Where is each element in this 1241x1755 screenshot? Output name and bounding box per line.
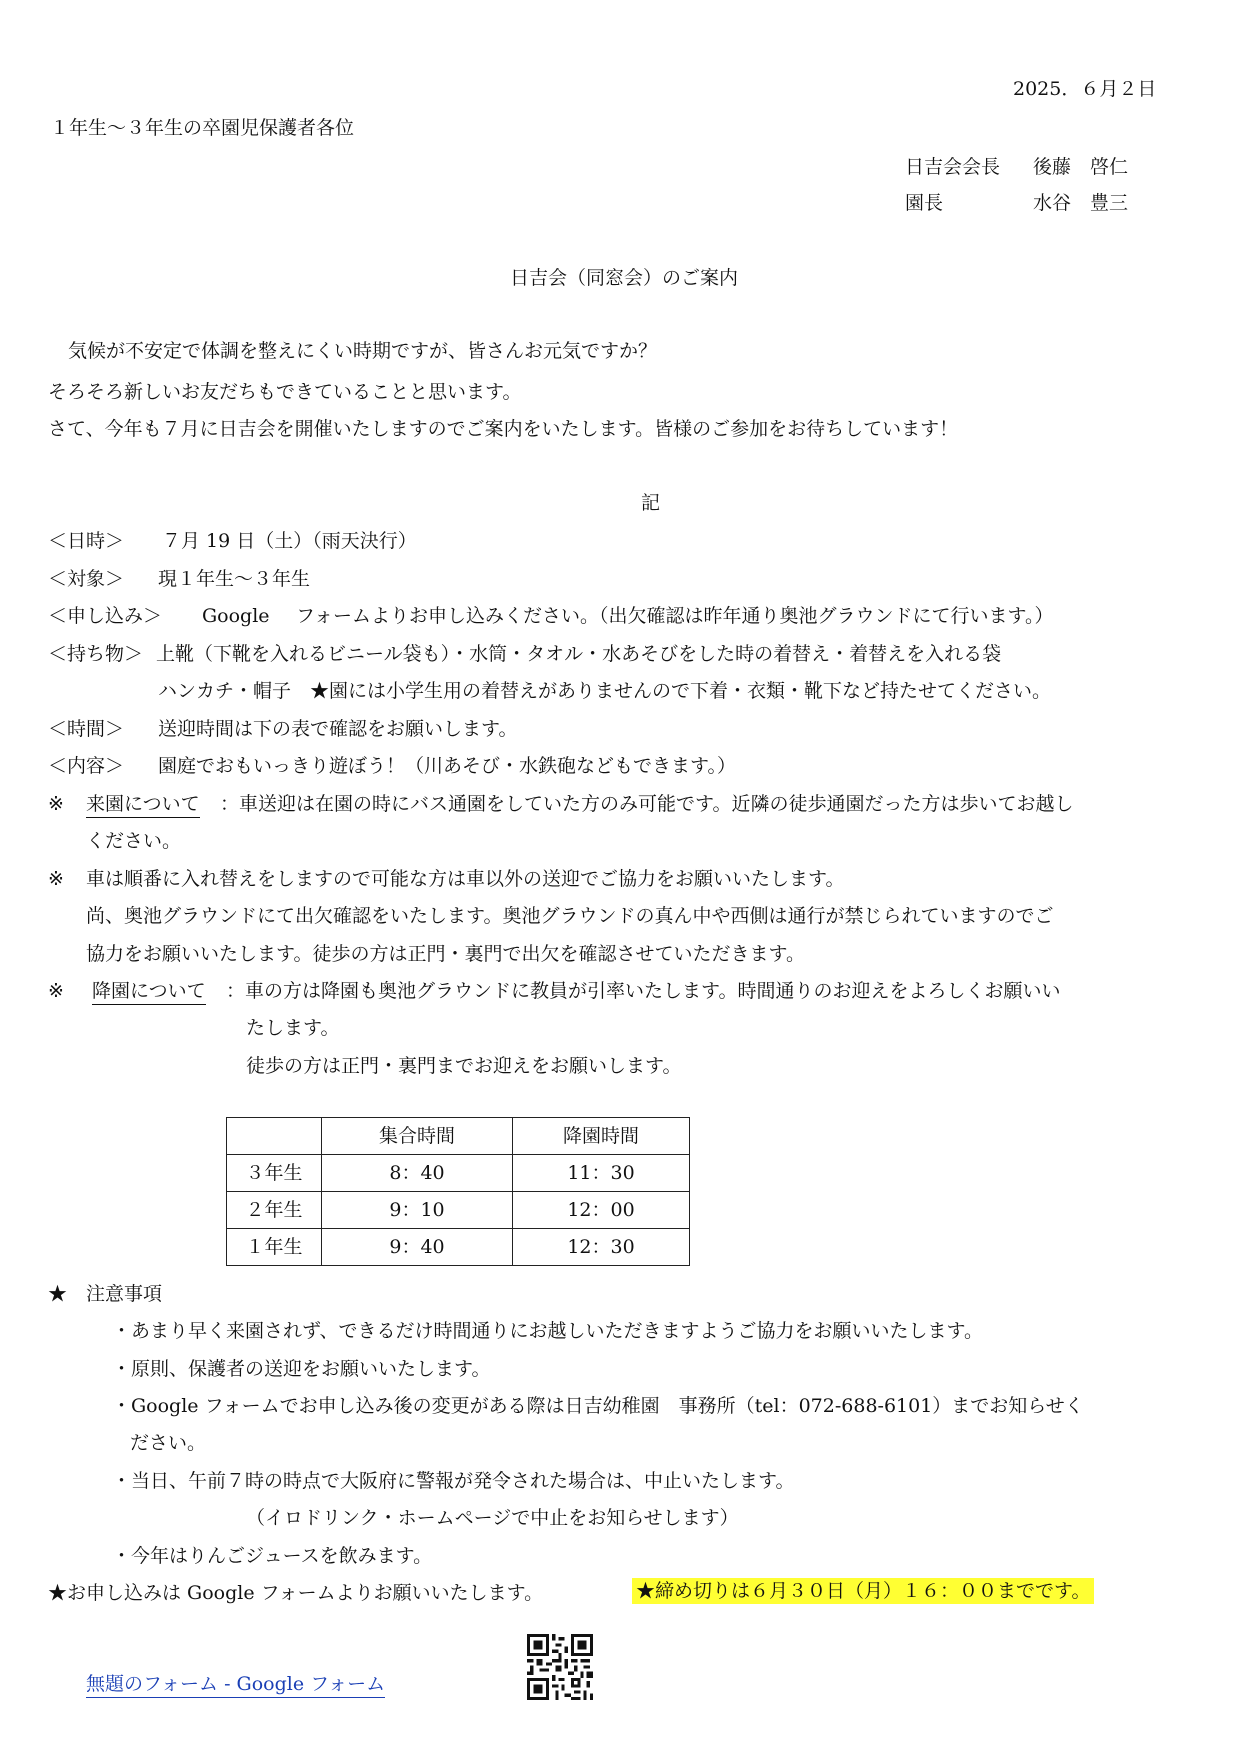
table-cell-leave: 12：30 [513, 1229, 690, 1266]
caution-item-4a: ・当日、午前７時の時点で大阪府に警報が発令された場合は、中止いたします。 [112, 1470, 795, 1492]
table-header-empty [227, 1118, 322, 1155]
table-row [227, 1192, 690, 1229]
arrival-line-2: ください。 [86, 830, 182, 852]
intro-line-3: さて、今年も７月に日吉会を開催いたしますのでご案内をいたします。皆様のご参加をお待ちしています！ [48, 418, 959, 440]
arrival-line-1: ：車送迎は在園の時にバス通園をしていた方のみ可能です。近隣の徒歩通園だった方は歩いてお越し [220, 793, 1074, 815]
departure-line-3: 徒歩の方は正門・裏門までお迎えをお願いします。 [246, 1055, 682, 1077]
note-mark-departure: ※ [48, 980, 64, 1002]
datetime-label: ＜日時＞ [48, 530, 125, 552]
caution-item-3a: ・Google フォームでお申し込み後の変更がある際は日吉幼稚園 事務所（tel：072-688-6101）までお知らせく [112, 1395, 1084, 1417]
table-cell-grade: １年生 [227, 1229, 322, 1266]
ki-heading: 記 [641, 492, 661, 514]
table-cell-gather: 9：10 [322, 1192, 513, 1229]
content-value: 園庭でおもいっきり遊ぼう！（川あそび・水鉄砲などもできます。） [158, 755, 736, 777]
apply-google: Google [202, 605, 270, 627]
sender-role-1: 日吉会会長 [905, 156, 1001, 178]
target-value: 現１年生～３年生 [158, 568, 311, 590]
table-cell-grade: ３年生 [227, 1155, 322, 1192]
table-cell-leave: 12：00 [513, 1192, 690, 1229]
apply-value: フォームよりお申し込みください。（出欠確認は昨年通り奥池グラウンドにて行います。） [296, 605, 1054, 627]
caution-item-4b: （イロドリンク・ホームページで中止をお知らせします） [246, 1507, 739, 1529]
departure-line-1: ：車の方は降園も奥池グラウンドに教員が引率いたします。時間通りのお迎えをよろしくお願いい [226, 980, 1061, 1002]
caution-heading: ★ 注意事項 [48, 1283, 163, 1305]
sender-name-1: 後藤 啓仁 [1033, 156, 1129, 178]
sender-name-2: 水谷 豊三 [1033, 192, 1129, 214]
table-cell-grade: ２年生 [227, 1192, 322, 1229]
note-mark-arrival: ※ [48, 793, 64, 815]
time-value: 送迎時間は下の表で確認をお願いします。 [158, 718, 518, 740]
time-label: ＜時間＞ [48, 718, 125, 740]
car-line-1: 車は順番に入れ替えをしますので可能な方は車以外の送迎でご協力をお願いいたします。 [86, 868, 845, 890]
items-line-2: ハンカチ・帽子 ★園には小学生用の着替えがありませんので下着・衣類・靴下など持たせてください。 [158, 680, 1052, 702]
car-line-2: 尚、奥池グラウンドにて出欠確認をいたします。奥池グラウンドの真ん中や西側は通行が禁じられていますのでご [86, 905, 1054, 927]
note-mark-car: ※ [48, 868, 64, 890]
car-line-3: 協力をお願いいたします。徒歩の方は正門・裏門で出欠を確認させていただきます。 [86, 943, 805, 965]
table-header-leave: 降園時間 [513, 1118, 690, 1155]
content-label: ＜内容＞ [48, 755, 125, 777]
table-row [227, 1155, 690, 1192]
qr-code-icon [527, 1634, 593, 1700]
google-form-link[interactable]: 無題のフォーム - Google フォーム [86, 1673, 385, 1698]
intro-line-1: 気候が不安定で体調を整えにくい時期ですが、皆さんお元気ですか？ [68, 340, 658, 362]
caution-item-3b: ださい。 [130, 1432, 207, 1454]
page-title: 日吉会（同窓会）のご案内 [510, 267, 739, 289]
caution-item-1: ・あまり早く来園されず、できるだけ時間通りにお越しいただきますようご協力をお願いいたします。 [112, 1320, 983, 1342]
table-row [227, 1118, 690, 1155]
caution-item-5: ・今年はりんごジュースを飲みます。 [112, 1545, 433, 1567]
apply-label: ＜申し込み＞ [48, 605, 163, 627]
recipient: １年生～３年生の卒園児保護者各位 [50, 117, 355, 139]
table-row [227, 1229, 690, 1266]
table-cell-gather: 8：40 [322, 1155, 513, 1192]
date: 2025．６月２日 [1013, 78, 1157, 100]
intro-line-2: そろそろ新しいお友だちもできていることと思います。 [48, 381, 522, 403]
table-header-gather: 集合時間 [322, 1118, 513, 1155]
departure-line-2: たします。 [246, 1017, 340, 1039]
items-line-1: 上靴（下靴を入れるビニール袋も）・水筒・タオル・水あそびをした時の着替え・着替えを入れる袋 [156, 643, 1002, 665]
table-cell-gather: 9：40 [322, 1229, 513, 1266]
target-label: ＜対象＞ [48, 568, 125, 590]
caution-item-2: ・原則、保護者の送迎をお願いいたします。 [112, 1358, 491, 1380]
datetime-value: ７月 19 日（土）（雨天決行） [162, 530, 417, 552]
departure-heading: 降園について [92, 980, 206, 1005]
schedule-table [226, 1117, 690, 1266]
items-label: ＜持ち物＞ [48, 643, 144, 665]
sender-role-2: 園長 [905, 192, 944, 214]
table-cell-leave: 11：30 [513, 1155, 690, 1192]
arrival-heading: 来園について [86, 793, 200, 818]
deadline-highlight: ★締め切りは６月３０日（月）１６：００までです。 [632, 1578, 1094, 1604]
apply-footer: ★お申し込みは Google フォームよりお願いいたします。 [48, 1582, 544, 1604]
